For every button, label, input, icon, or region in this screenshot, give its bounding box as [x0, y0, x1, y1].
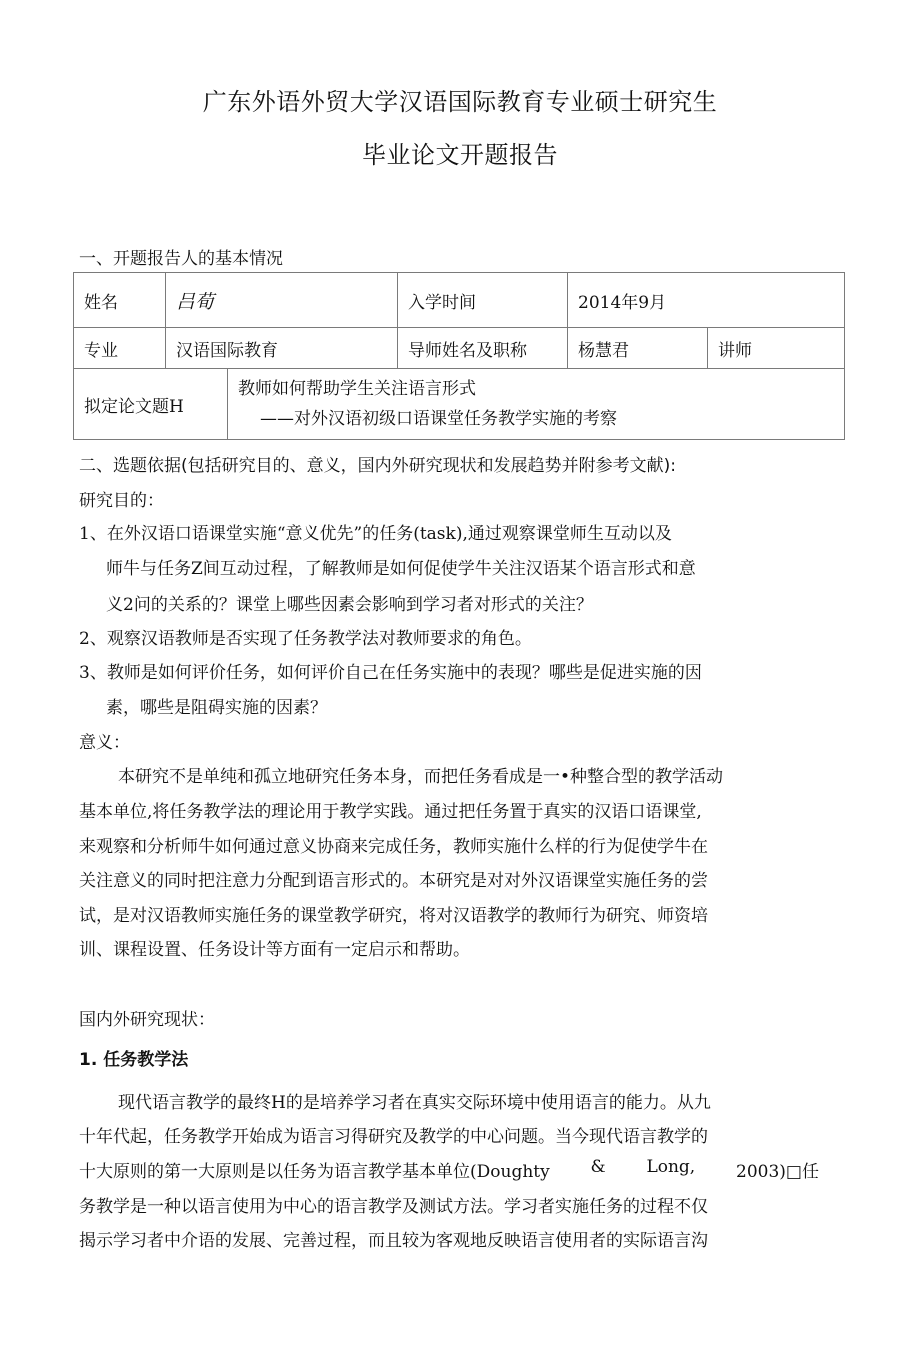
name-value: 吕荀: [166, 273, 398, 328]
topic-label: 拟定论文题H: [74, 369, 228, 440]
table-row: [74, 369, 845, 440]
document-title-line2: 毕业论文开题报告: [362, 141, 558, 169]
table-row: [74, 328, 845, 369]
subsection-heading: 1. 任务教学法: [79, 1050, 189, 1070]
significance-line: 本研究不是单纯和孤立地研究任务本身，而把任务看成是一•种整合型的教学活动: [118, 767, 724, 787]
purpose-line: 1、在外汉语口语课堂实施“意义优先”的任务(task),通过观察课堂师生互动以及: [79, 524, 672, 544]
advisor-title: 讲师: [708, 328, 845, 369]
purpose-line: 师牛与任务Z间互动过程，了解教师是如何促使学牛关注汉语某个语言形式和意: [106, 559, 696, 579]
significance-line: 训、课程设置、任务设计等方面有一定启示和帮助。: [79, 940, 470, 960]
status-heading: 国内外研究现状：: [79, 1010, 215, 1030]
purpose-line: 2、观察汉语教师是否实现了任务教学法对教师要求的角色。: [79, 629, 532, 649]
purpose-heading: 研究目的：: [79, 491, 164, 511]
topic-title: 教师如何帮助学生关注语言形式: [238, 379, 476, 399]
major-value: 汉语国际教育: [166, 328, 398, 369]
enroll-label: 入学时间: [398, 273, 568, 328]
significance-line: 关注意义的同时把注意力分配到语言形式的。本研究是对对外汉语课堂实施任务的尝: [79, 871, 708, 891]
significance-heading: 意义：: [79, 733, 130, 753]
significance-line: 基本单位,将任务教学法的理论用于教学实践。通过把任务置于真实的汉语口语课堂,: [79, 802, 702, 822]
purpose-line: 3、教师是如何评价任务，如何评价自己在任务实施中的表现？哪些是促进实施的因: [79, 663, 702, 683]
status-line: 十年代起，任务教学开始成为语言习得研究及教学的中心问题。当今现代语言教学的: [79, 1127, 708, 1147]
status-line-justified: [79, 1157, 819, 1182]
advisor-name: 杨慧君: [568, 328, 708, 369]
name-label: 姓名: [74, 273, 166, 328]
table-row: [74, 273, 845, 328]
purpose-line: 义2问的关系的？课堂上哪些因素会影响到学习者对形式的关注？: [106, 595, 593, 615]
status-line-part: 2003)□任: [736, 1162, 819, 1182]
purpose-line: 素，哪些是阻碍实施的因素？: [106, 698, 327, 718]
status-line: 揭示学习者中介语的发展、完善过程，而且较为客观地反映语言使用者的实际语言沟: [79, 1231, 708, 1251]
basic-info-table: [73, 272, 845, 440]
topic-cell: [228, 369, 845, 440]
topic-subtitle: ——对外汉语初级口语课堂任务教学实施的考察: [260, 409, 617, 429]
status-line: 务教学是一种以语言使用为中心的语言教学及测试方法。学习者实施任务的过程不仅: [79, 1197, 708, 1217]
document-title-line1: 广东外语外贸大学汉语国际教育专业硕士研究生: [202, 88, 718, 116]
status-line: 现代语言教学的最终H的是培养学习者在真实交际环境中使用语言的能力。从九: [118, 1093, 711, 1113]
advisor-label: 导师姓名及职称: [398, 328, 568, 369]
section2-heading: 二、选题依据(包括研究目的、意义，国内外研究现状和发展趋势并附参考文献):: [79, 456, 676, 476]
significance-line: 试，是对汉语教师实施任务的课堂教学研究，将对汉语教学的教师行为研究、师资培: [79, 906, 708, 926]
status-line-part: Long,: [646, 1157, 696, 1177]
status-line-part: &: [590, 1157, 606, 1177]
major-label: 专业: [74, 328, 166, 369]
enroll-value: 2014年9月: [568, 273, 845, 328]
significance-line: 来观察和分析师牛如何通过意义协商来完成任务，教师实施什么样的行为促使学牛在: [79, 837, 708, 857]
section1-heading: 一、开题报告人的基本情况: [79, 249, 283, 269]
status-line-part: 十大原则的第一大原则是以任务为语言教学基本单位(Doughty: [79, 1162, 550, 1182]
